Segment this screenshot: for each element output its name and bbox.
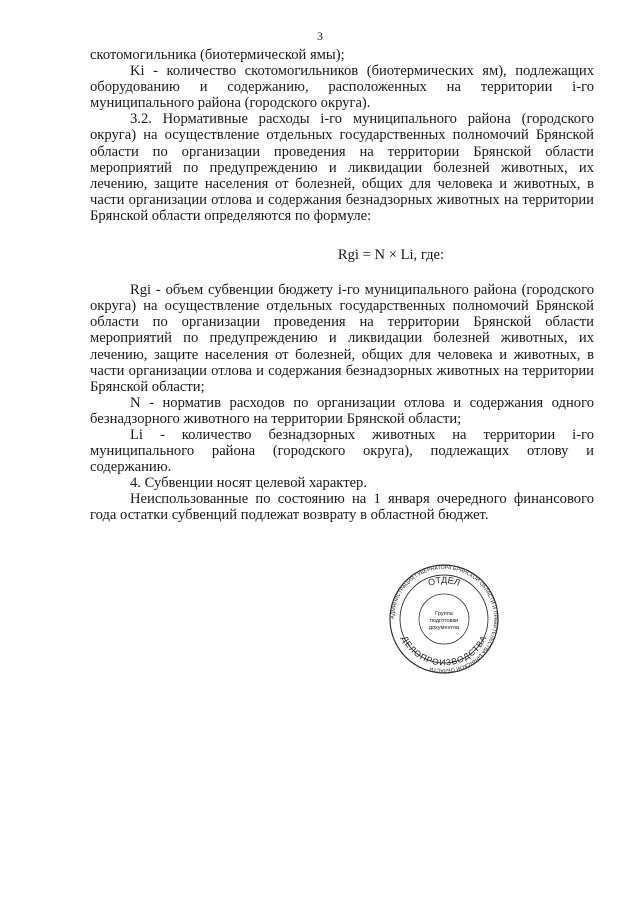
stamp-bottom-text: ДЕЛОПРОИЗВОДСТВА xyxy=(399,634,489,668)
formula: Rgi = N × Li, где: xyxy=(337,247,445,264)
stamp-center-line1: Группа xyxy=(435,611,453,617)
stamp-top-text: ОТДЕЛ xyxy=(426,574,462,588)
paragraph-unused-balances: Неиспользованные по состоянию на 1 января очередного финансового года остатки субвенций подлежат возврату в областной бюджет. xyxy=(90,491,594,524)
stamp-center-line2: подготовки xyxy=(429,618,459,624)
page-number: 3 xyxy=(317,29,323,43)
department-stamp xyxy=(388,563,500,675)
paragraph-ki-definition: Ki - количество скотомогильников (биотермических ям), подлежащих оборудованию и содержанию, расположенных на территории i-го муниципального района (городского округа). xyxy=(90,63,594,112)
paragraph-3-2: 3.2. Нормативные расходы i-го муниципального района (городского округа) на осуществление отдельных государственных полномочий Брянской области по организации проведения на территории Брянской области мероприятий по предупреждению и ликвидации болезней животных, их лечению, защите населения от болезней, общих для человека и животных, в части организации отлова и содержания безнадзорных животных на территории Брянской области определяются по формуле: xyxy=(90,111,594,224)
stamp-outer-text: АДМИНИСТРАЦИЯ ГУБЕРНАТОРА БРЯНСКОЙ ОБЛАСТИ И ПРАВИТЕЛЬСТВА БРЯНСКОЙ ОБЛАСТИ xyxy=(389,564,499,674)
paragraph-4: 4. Субвенции носят целевой характер. xyxy=(130,475,367,492)
paragraph-continuation: скотомогильника (биотермической ямы); xyxy=(90,47,345,63)
paragraph-rgi-definition: Rgi - объем субвенции бюджету i-го муниципального района (городского округа) на осуществление отдельных государственных полномочий Брянской области по организации проведения на территории Брянской области мероприятий по предупреждению и ликвидации болезней животных, их лечению, защите населения от болезней, общих для человека и животных, в части организации отлова и содержания безнадзорных животных на территории Брянской области; xyxy=(90,282,594,395)
document-body xyxy=(90,47,594,524)
paragraph-n-definition: N - норматив расходов по организации отлова и содержания одного безнадзорного животного на территории Брянской области; xyxy=(90,394,594,427)
paragraph-li-definition: Li - количество безнадзорных животных на территории i-го муниципального района (городского округа), подлежащих отлову и содержанию. xyxy=(90,426,594,476)
stamp-center-line3: документов xyxy=(428,625,460,631)
